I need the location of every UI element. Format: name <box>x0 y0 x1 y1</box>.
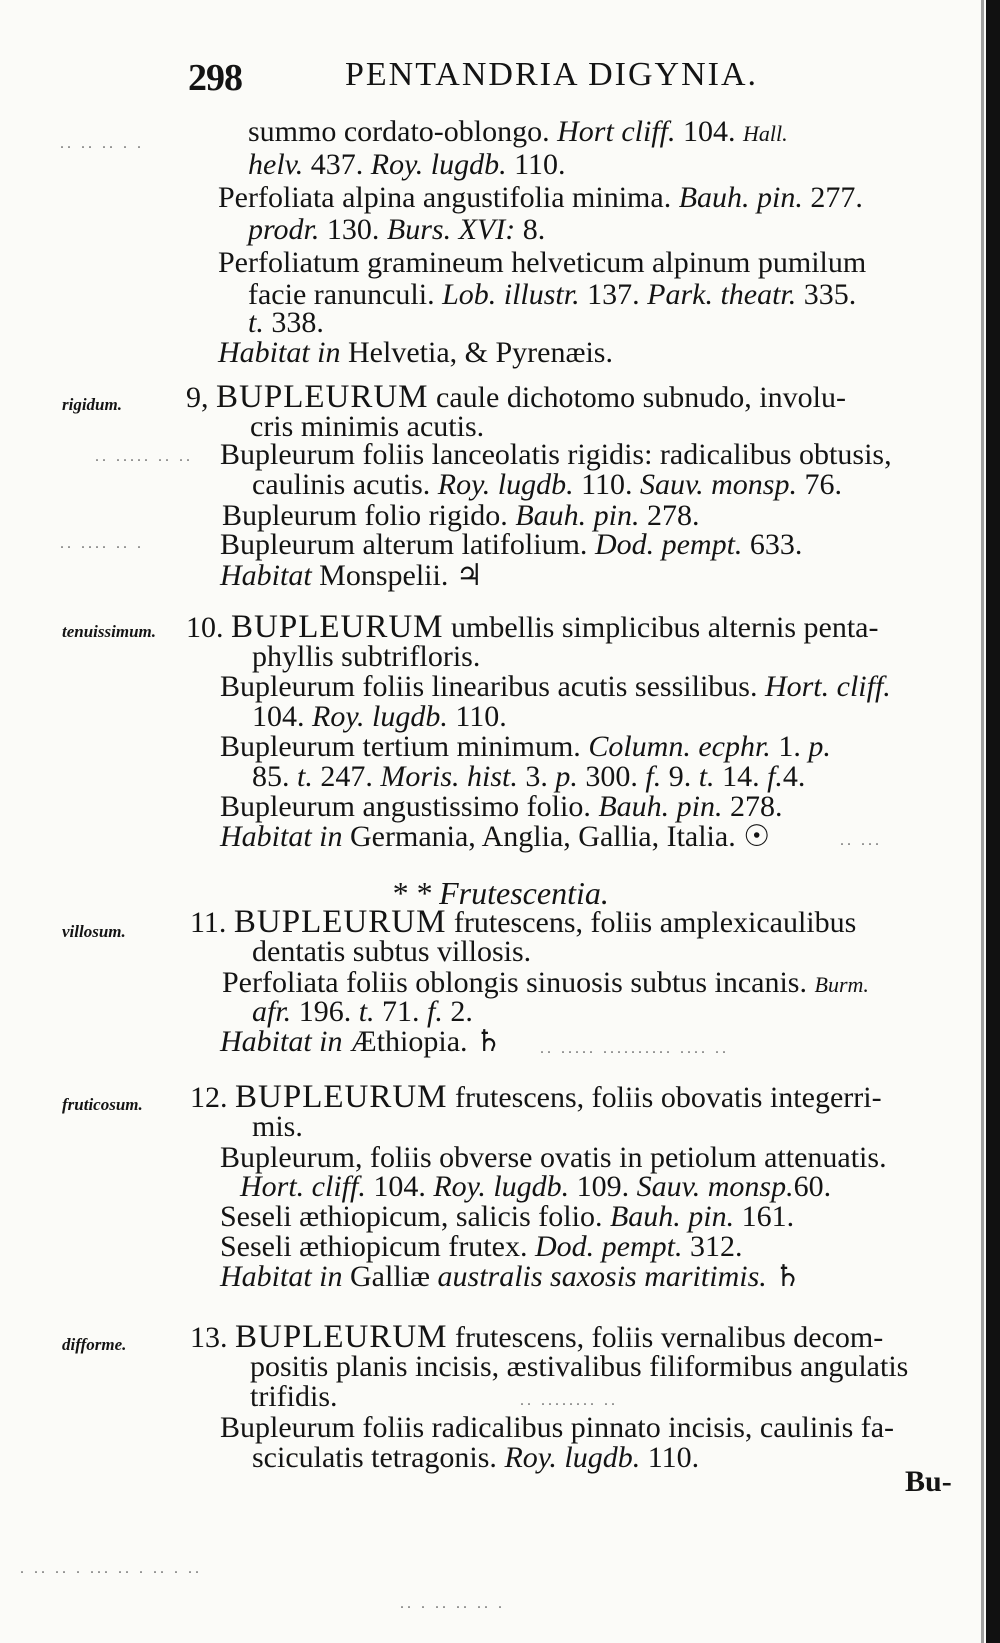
synonym-line: Bupleurum tertium minimum. Column. ecphr. 1. p. <box>220 730 831 763</box>
text-line: helv. 437. Roy. lugdb. 110. <box>248 148 566 181</box>
page-edge-shadow <box>986 0 1000 1643</box>
text-line: 85. t. 247. Moris. hist. 3. p. 300. f. 9. t. 14. f.4. <box>252 760 806 793</box>
entry-heading: 12. BUPLEURUM frutescens, foliis obovatis integerri- <box>190 1079 882 1115</box>
synonym-line: Perfoliatum gramineum helveticum alpinum pumilum <box>218 246 867 279</box>
habitat-line: Habitat in Helvetia, & Pyrenæis. <box>218 336 613 369</box>
synonym-line: Bupleurum folio rigido. Bauh. pin. 278. <box>222 499 700 532</box>
scan-speckle: .. .... .. . <box>60 535 144 552</box>
text-line: dentatis subtus villosis. <box>252 935 532 968</box>
synonym-line: Perfoliata alpina angustifolia minima. Bauh. pin. 277. <box>218 181 863 214</box>
text-line: facie ranunculi. Lob. illustr. 137. Park. theatr. 335. <box>248 278 857 311</box>
text-line: phyllis subtrifloris. <box>252 640 481 673</box>
catchword: Bu- <box>905 1465 952 1498</box>
text-line: cris minimis acutis. <box>250 410 485 443</box>
scan-speckle: .. ........ .. <box>520 1392 618 1409</box>
text-line: Hort. cliff. 104. Roy. lugdb. 109. Sauv. monsp.60. <box>240 1170 832 1203</box>
synonym-line: Bupleurum foliis radicalibus pinnato incisis, caulinis fa- <box>220 1411 895 1444</box>
text-line: mis. <box>252 1110 303 1143</box>
scan-speckle: .. ..... .......... .... .. <box>540 1040 729 1057</box>
text-line: positis planis incisis, æstivalibus filiformibus angulatis <box>250 1350 909 1383</box>
margin-species-label: difforme. <box>62 1335 127 1354</box>
scan-speckle: .. ..... .. .. <box>95 448 193 465</box>
page-title: PENTANDRIA DIGYNIA. <box>345 56 759 93</box>
entry-heading: 11. BUPLEURUM frutescens, foliis amplexicaulibus <box>190 904 857 940</box>
entry-heading: 13. BUPLEURUM frutescens, foliis vernalibus decom- <box>190 1319 884 1355</box>
entry-heading: 9, BUPLEURUM caule dichotomo subnudo, involu- <box>186 379 846 415</box>
margin-species-label: rigidum. <box>62 395 122 414</box>
synonym-line: Bupleurum foliis linearibus acutis sessilibus. Hort. cliff. <box>220 670 891 703</box>
section-heading: * * Frutescentia. <box>391 875 609 911</box>
synonym-line: Bupleurum alterum latifolium. Dod. pempt. 633. <box>220 528 803 561</box>
habitat-line: Habitat in Germania, Anglia, Gallia, Italia. ☉ <box>220 820 771 853</box>
synonym-line: Seseli æthiopicum frutex. Dod. pempt. 312. <box>220 1230 743 1263</box>
text-line: t. 338. <box>248 306 324 339</box>
running-header <box>0 48 1000 98</box>
scan-speckle: .. . .. .. .. . <box>400 1595 505 1612</box>
entry-heading: 10. BUPLEURUM umbellis simplicibus alternis penta- <box>186 609 879 645</box>
synonym-line: Bupleurum angustissimo folio. Bauh. pin. 278. <box>220 790 783 823</box>
margin-species-label: villosum. <box>62 922 126 941</box>
page-edge-line <box>981 0 984 1643</box>
habitat-line: Habitat in Galliæ australis saxosis maritimis. ♄ <box>220 1260 802 1293</box>
synonym-line: Bupleurum foliis lanceolatis rigidis: radicalibus obtusis, <box>220 438 892 471</box>
text-line: summo cordato-oblongo. Hort cliff. 104. Hall. <box>248 115 788 148</box>
synonym-line: Perfoliata foliis oblongis sinuosis subtus incanis. Burm. <box>222 966 869 999</box>
text-line: prodr. 130. Burs. XVI: 8. <box>248 213 546 246</box>
scan-speckle: .. .. .. . . <box>60 135 144 152</box>
synonym-line: Bupleurum, foliis obverse ovatis in petiolum attenuatis. <box>220 1141 887 1174</box>
scan-speckle: . .. .. . ... .. . .. . .. <box>20 1560 202 1577</box>
text-line: 104. Roy. lugdb. 110. <box>252 700 507 733</box>
page-number: 298 <box>188 57 242 99</box>
habitat-line: Habitat in Æthiopia. ♄ <box>220 1025 502 1058</box>
text-line: afr. 196. t. 71. f. 2. <box>252 995 473 1028</box>
synonym-line: Seseli æthiopicum, salicis folio. Bauh. pin. 161. <box>220 1200 795 1233</box>
habitat-line: Habitat Monspelii. ♃ <box>220 559 483 592</box>
text-line: caulinis acutis. Roy. lugdb. 110. Sauv. monsp. 76. <box>252 468 842 501</box>
margin-species-label: fruticosum. <box>62 1095 143 1114</box>
text-line: trifidis. <box>250 1380 338 1413</box>
margin-species-label: tenuissimum. <box>62 622 157 641</box>
scan-speckle: .. ... <box>840 832 882 849</box>
text-line: sciculatis tetragonis. Roy. lugdb. 110. <box>252 1441 700 1474</box>
